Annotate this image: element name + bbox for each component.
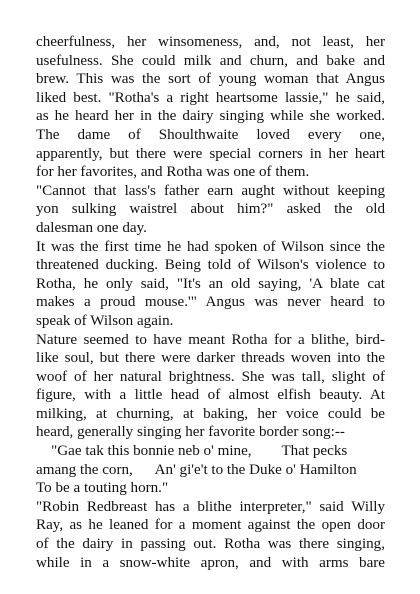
text-line: for her favorites, and Rotha was one of them. [36,164,310,181]
text-line: milking, at churning, at baking, her voice could be [36,405,385,422]
paragraph-rotha-usefulness [36,33,385,182]
text-line: dalesman one day. [36,219,147,236]
paragraph-wilson-mention [36,238,385,331]
text-line: as he heard her in the dairy singing while she worked. [36,108,385,125]
text-line: It was the first time he had spoken of Wilson since the [36,238,385,255]
text-line: makes a proud mouse.'" Angus was never heard to [36,294,385,311]
text-line: "Gae tak this bonnie neb o' mine, That pecks [36,443,348,460]
text-line: Nature seemed to have meant Rotha for a blithe, bird- [36,331,385,348]
text-line: Rotha, he only said, "It's an old saying, 'A blate cat [36,275,385,292]
text-line: speak of Wilson again. [36,312,174,329]
paragraph-dalesman-question [36,182,385,238]
document-page [36,33,385,572]
text-line: like soul, but there were darker threads woven into the [36,350,385,367]
text-line: while in a snow-white apron, and with arms bare [36,554,385,571]
text-line: of the dairy in passing out. Rotha was there singing, [36,536,385,553]
text-line: brew. This was the sort of young woman that Angus [36,71,385,88]
paragraph-border-song [36,442,385,498]
paragraph-willy-ray [36,498,385,572]
text-line: figure, with a little head of almost elfish beauty. At [36,387,385,404]
text-line: threatened ducking. Being told of Wilson's violence to [36,257,385,274]
text-line: liked best. "Rotha's a right heartsome lassie," he said, [36,89,385,106]
text-line: "Cannot that lass's father earn aught without keeping [36,182,385,199]
text-line: usefulness. She could milk and churn, and bake and [36,52,385,69]
text-line: yon sulking waistrel about him?" asked the old [36,201,385,218]
text-line: To be a touting horn." [36,480,169,497]
text-line: The dame of Shoulthwaite loved every one, [36,126,385,143]
paragraph-rotha-nature [36,331,385,443]
text-line: cheerfulness, her winsomeness, and, not least, her [36,34,385,50]
text-line: heard, generally singing her favorite border song:-- [36,424,345,441]
text-line: "Robin Redbreast has a blithe interpreter," said Willy [36,498,385,515]
text-line: apparently, but there were special corners in her heart [36,145,385,162]
text-line: Ray, as he leaned for a moment against the open door [36,517,385,534]
text-line: woof of her natural brightness. She was tall, slight of [36,368,385,385]
text-line: amang the corn, An' gi'e't to the Duke o' Hamilton [36,461,357,478]
